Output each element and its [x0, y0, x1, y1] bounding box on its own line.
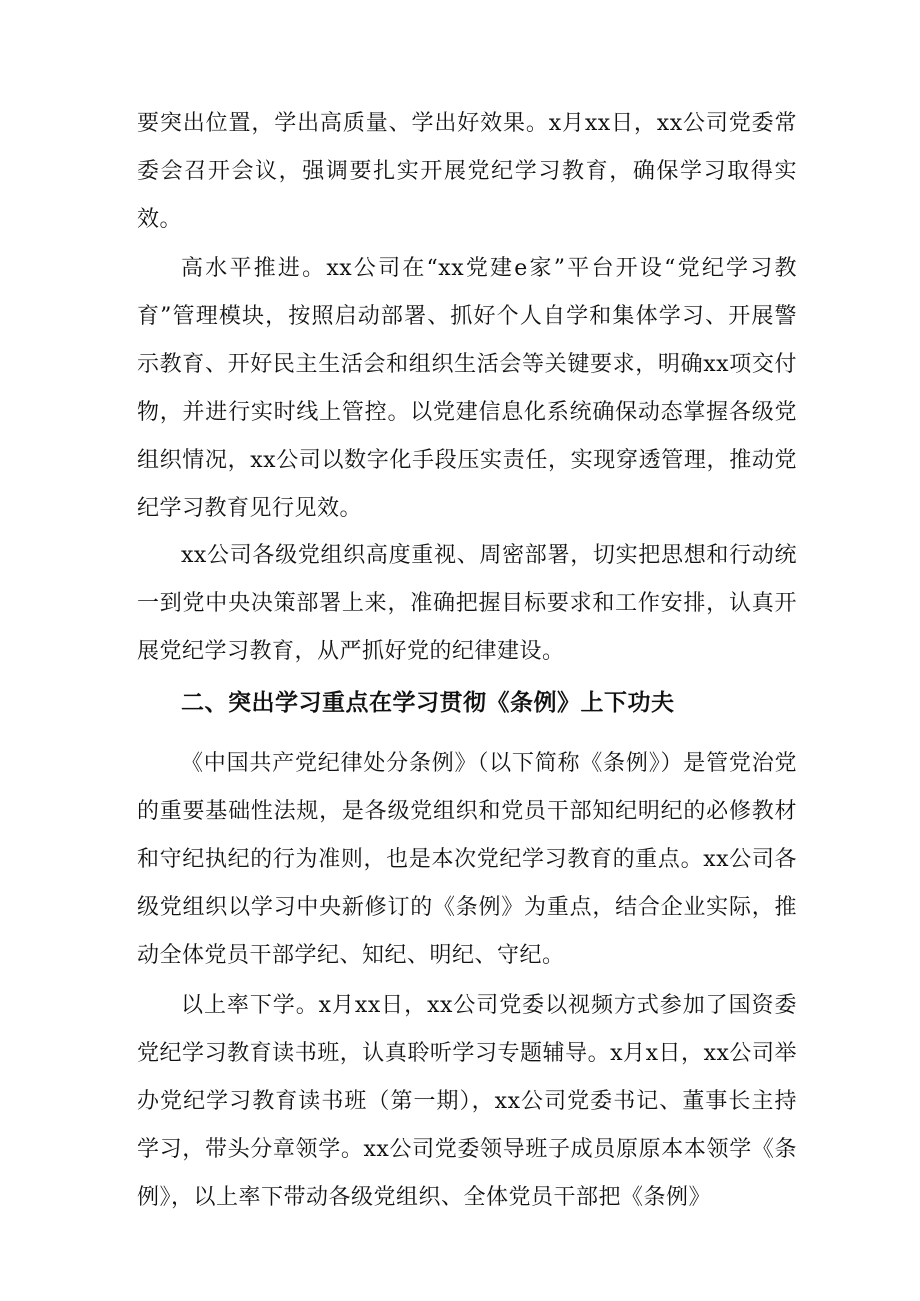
paragraph-high-level-promotion: 高水平推进。xx公司在“xx党建e家”平台开设“党纪学习教育”管理模块，按照启动部署、抓好个人自学和集体学习、开展警示教育、开好民主生活会和组织生活会等关键要求，明确xx项交付物，并进行实时线上管控。以党建信息化系统确保动态掌握各级党组织情况，xx公司以数字化手段压实责任，实现穿透管理，推动党纪学习教育见行见效。 — [137, 256, 797, 521]
section-heading: 二、突出学习重点在学习贯彻《条例》上下功夫 — [181, 690, 675, 716]
paragraph-leading-by-example: 以上率下学。x月xx日，xx公司党委以视频方式参加了国资委党纪学习教育读书班，认真聆听学习专题辅导。x月x日，xx公司举办党纪学习教育读书班（第一期），xx公司党委书记、董事长主持学习，带头分章领学。xx公司党委领导班子成员原原本本领学《条例》，以上率下带动各级党组织、全体党员干部把《条例》 — [137, 993, 797, 1210]
paragraph-party-organizations: xx公司各级党组织高度重视、周密部署，切实把思想和行动统一到党中央决策部署上来，准确把握目标要求和工作安排，认真开展党纪学习教育，从严抓好党的纪律建设。 — [137, 543, 797, 664]
paragraph-regulations-intro: 《中国共产党纪律处分条例》（以下简称《条例》）是管党治党的重要基础性法规，是各级党组织和党员干部知纪明纪的必修教材和守纪执纪的行为准则，也是本次党纪学习教育的重点。xx公司各级党组织以学习中央新修订的《条例》为重点，结合企业实际，推动全体党员干部学纪、知纪、明纪、守纪。 — [137, 751, 797, 968]
paragraph-continuation: 要突出位置，学出高质量、学出好效果。x月xx日，xx公司党委常委会召开会议，强调要扎实开展党纪学习教育，确保学习取得实效。 — [137, 111, 797, 232]
